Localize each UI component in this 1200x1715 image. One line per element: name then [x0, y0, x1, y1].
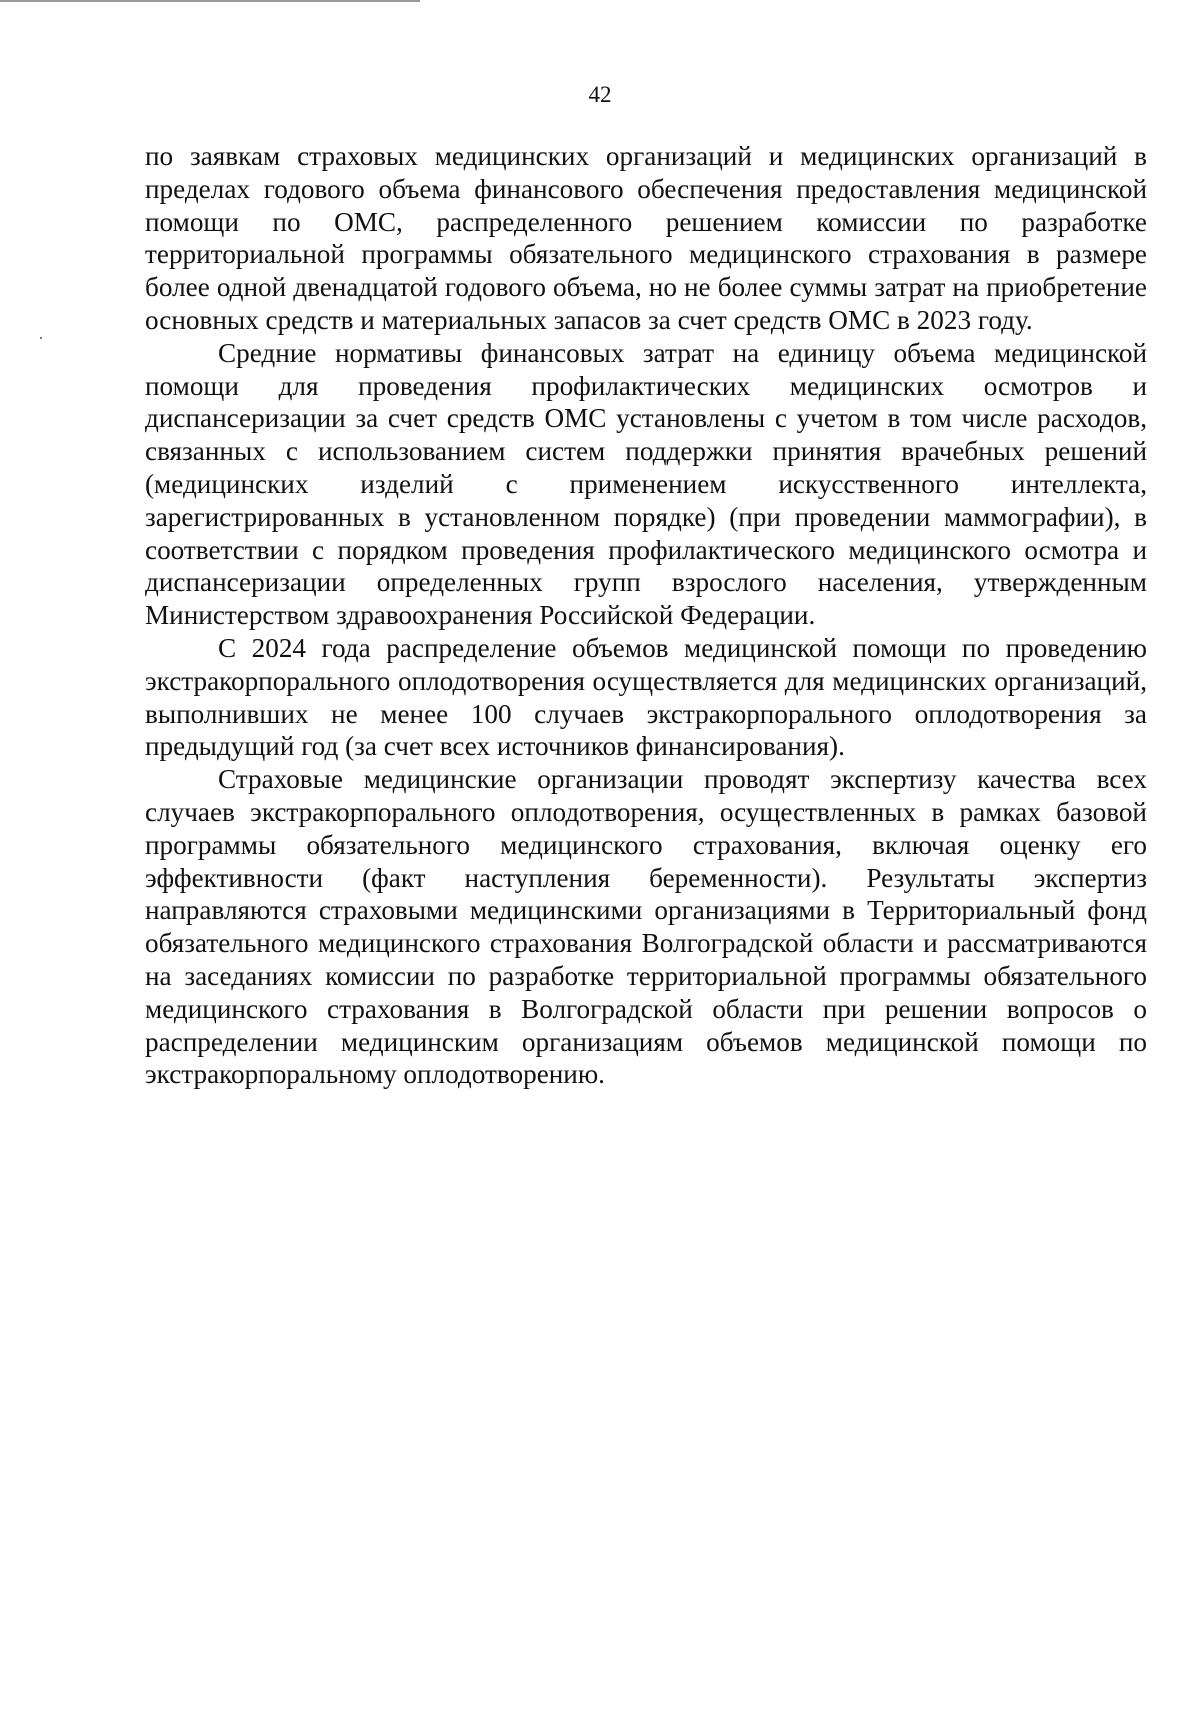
paragraph: С 2024 года распределение объемов медицинской помощи по проведению экстракорпорального оплодотворения осуществляется для медицинских организаций, выполнивших не менее 100 случаев экстракорпорального оплодотворения за предыдущий год (за счет всех источников финансирования). [145, 632, 1147, 762]
paragraph: Средние нормативы финансовых затрат на единицу объема медицинской помощи для проведения профилактических медицинских осмотров и диспансеризации за счет средств ОМС установлены с учетом в том числе расходов, связанных с использованием систем поддержки принятия врачебных решений (медицинских изделий с применением искусственного интеллекта, зарегистрированных в установленном порядке) (при проведении маммографии), в соответствии с порядком проведения профилактического медицинского осмотра и диспансеризации определенных групп взрослого населения, утвержденным Министерством здравоохранения Российской Федерации. [145, 337, 1147, 631]
page-number: 42 [588, 82, 612, 107]
scan-artifact-dot [40, 337, 42, 339]
paragraph-continuation: по заявкам страховых медицинских организаций и медицинских организаций в пределах годового объема финансового обеспечения предоставления медицинской помощи по ОМС, распределенного решением комиссии по разработке территориальной программы обязательного медицинского страхования в размере более одной двенадцатой годового объема, но не более суммы затрат на приобретение основных средств и материальных запасов за счет средств ОМС в 2023 году. [145, 141, 1147, 335]
scan-artifact-line [0, 0, 420, 2]
document-body [145, 140, 1147, 1091]
paragraph: Страховые медицинские организации проводят экспертизу качества всех случаев экстракорпорального оплодотворения, осуществленных в рамках базовой программы обязательного медицинского страхования, включая оценку его эффективности (факт наступления беременности). Результаты экспертиз направляются страховыми медицинскими организациями в Территориальный фонд обязательного медицинского страхования Волгоградской области и рассматриваются на заседаниях комиссии по разработке территориальной программы обязательного медицинского страхования в Волгоградской области при решении вопросов о распределении медицинским организациям объемов медицинской помощи по экстракорпоральному оплодотворению. [145, 764, 1147, 1090]
